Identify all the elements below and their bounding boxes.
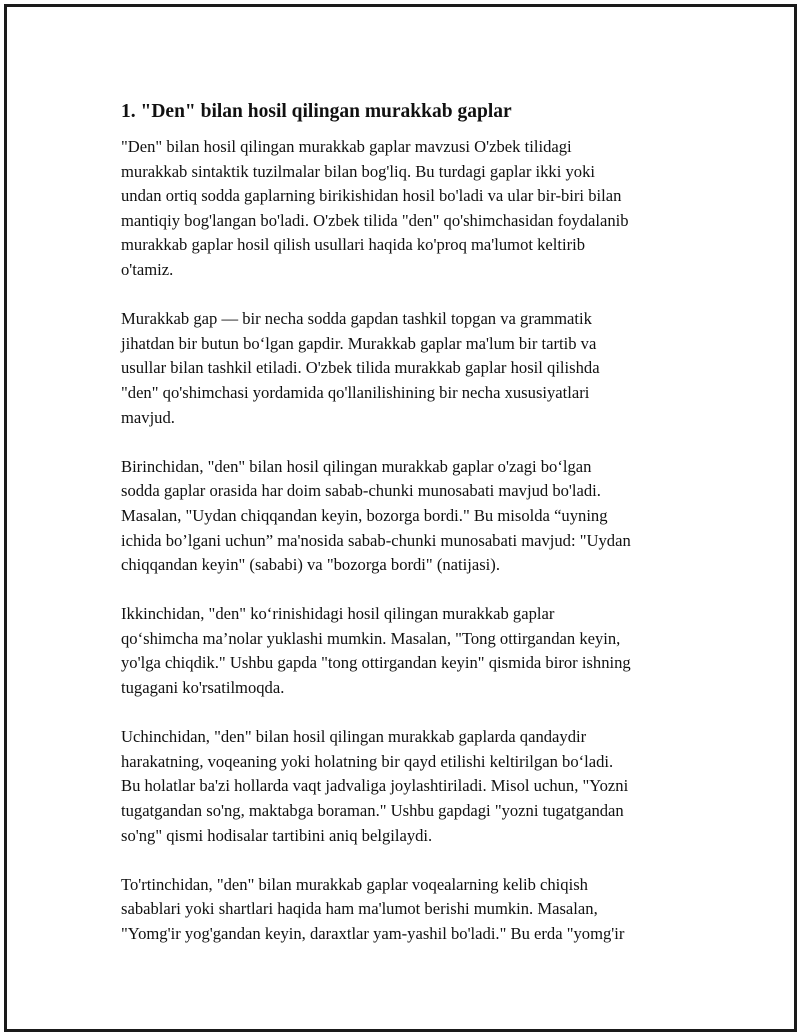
text-line: mantiqiy bog'langan bo'ladi. O'zbek tilida "den" qo'shimchasidan foydalanib xyxy=(121,210,629,230)
text-line: murakkab sintaktik tuzilmalar bilan bog'liq. Bu turdagi gaplar ikki yoki xyxy=(121,161,595,181)
text-line: so'ng" qismi hodisalar tartibini aniq belgilaydi. xyxy=(121,825,433,845)
paragraph-fourth xyxy=(121,873,701,947)
text-line: yo'lga chiqdik." Ushbu gapda "tong ottirgandan keyin" qismida biror ishning xyxy=(121,653,631,673)
text-line: "Yomg'ir yog'gandan keyin, daraxtlar yam-yashil bo'ladi." Bu erda "yomg'ir xyxy=(121,924,625,943)
text-line: Uchinchidan, "den" bilan hosil qilingan murakkab gaplarda qandaydir xyxy=(121,727,587,747)
text-line: tugatgandan so'ng, maktabga boraman." Ushbu gapdagi "yozni tugatgandan xyxy=(121,801,624,821)
text-line: Masalan, "Uydan chiqqandan keyin, bozorga bordi." Bu misolda “uyning xyxy=(121,505,608,525)
text-line: o'tamiz. xyxy=(121,259,174,279)
text-line: sabablari yoki shartlari haqida ham ma'lumot berishi mumkin. Masalan, xyxy=(121,899,598,919)
text-line: qo‘shimcha ma’nolar yuklashi mumkin. Masalan, "Tong ottirgandan keyin, xyxy=(121,628,621,648)
paragraph-second xyxy=(121,602,701,700)
text-line: "den" qo'shimchasi yordamida qo'llanilishining bir necha xususiyatlari xyxy=(121,382,590,402)
text-line: "Den" bilan hosil qilingan murakkab gaplar mavzusi O'zbek tilidagi xyxy=(121,137,572,156)
text-line: Birinchidan, "den" bilan hosil qilingan murakkab gaplar o'zagi bo‘lgan xyxy=(121,456,592,476)
text-line: murakkab gaplar hosil qilish usullari haqida ko'proq ma'lumot keltirib xyxy=(121,235,586,255)
document-body xyxy=(121,99,701,971)
text-line: harakatning, voqeaning yoki holatning bir qayd etilishi keltirilgan bo‘ladi. xyxy=(121,751,614,771)
section-heading: 1. "Den" bilan hosil qilingan murakkab gaplar xyxy=(121,101,512,122)
text-line: Ikkinchidan, "den" ko‘rinishidagi hosil qilingan murakkab gaplar xyxy=(121,604,555,624)
paragraph-definition xyxy=(121,307,701,430)
page-frame xyxy=(4,4,797,1032)
paragraph-third xyxy=(121,725,701,848)
text-line: tugagani ko'rsatilmoqda. xyxy=(121,678,285,698)
text-line: To'rtinchidan, "den" bilan murakkab gaplar voqealarning kelib chiqish xyxy=(121,874,588,894)
text-line: sodda gaplar orasida har doim sabab-chunki munosabati mavjud bo'ladi. xyxy=(121,481,601,501)
text-line: jihatdan bir butun bo‘lgan gapdir. Murakkab gaplar ma'lum bir tartib va xyxy=(121,333,597,353)
text-line: undan ortiq sodda gaplarning birikishidan hosil bo'ladi va ular bir-biri bilan xyxy=(121,186,622,206)
text-line: Bu holatlar ba'zi hollarda vaqt jadvaliga joylashtiriladi. Misol uchun, "Yozni xyxy=(121,776,629,796)
text-line: chiqqandan keyin" (sababi) va "bozorga bordi" (natijasi). xyxy=(121,555,500,575)
text-line: usullar bilan tashkil etiladi. O'zbek tilida murakkab gaplar hosil qilishda xyxy=(121,358,600,378)
paragraph-intro xyxy=(121,135,701,283)
text-line: ichida bo’lgani uchun” ma'nosida sabab-chunki munosabati mavjud: "Uydan xyxy=(121,530,631,550)
text-line: Murakkab gap — bir necha sodda gapdan tashkil topgan va grammatik xyxy=(121,309,592,329)
text-line: mavjud. xyxy=(121,407,175,427)
paragraph-first xyxy=(121,455,701,578)
